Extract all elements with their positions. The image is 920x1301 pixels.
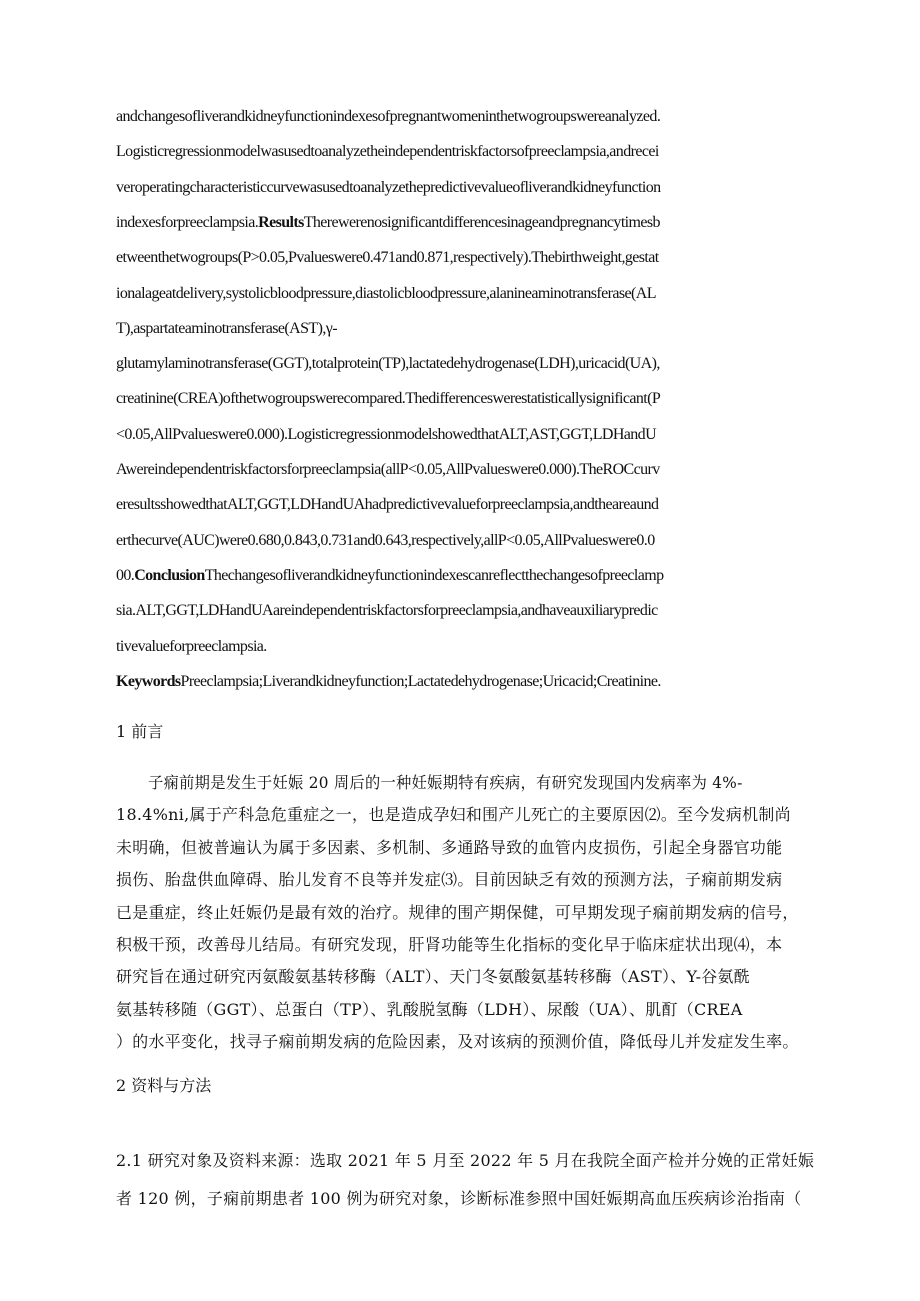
abstract-text: Logisticregressionmodelwasusedtoanalyzetheindependentriskfactorsofpreeclampsia,andrecei: [116, 143, 659, 161]
abstract-line: [116, 178, 814, 198]
abstract-line: [116, 107, 814, 127]
abstract-text: Therewerenosignificantdifferencesinageandpregnancytimesb: [303, 213, 660, 231]
abstract-text: eresultsshowedthatALT,GGT,LDHandUAhadpredictivevalueforpreeclampsia,andtheareaund: [116, 496, 659, 514]
abstract-line: [116, 637, 814, 657]
abstract-text: ionalageatdelivery,systolicbloodpressure,diastolicbloodpressure,alanineaminotransferase(AL: [116, 284, 656, 302]
introduction-line: 氨基转移随（GGT）、总蛋白（TP）、乳酸脱氢酶（LDH）、尿酸（UA）、肌酊（CREA: [116, 999, 743, 1019]
introduction-line: 研究旨在通过研究丙氨酸氨基转移酶（ALT）、天门冬氨酸氨基转移酶（AST）、Y-谷氨酰: [116, 967, 751, 987]
abstract-text: erthecurve(AUC)were0.680,0.843,0.731and0.643,respectively,allP<0.05,AllPvalueswere0.0: [116, 531, 655, 549]
introduction-line: 子痫前期是发生于妊娠 20 周后的一种妊娠期特有疾病，有研究发现国内发病率为 4%-: [148, 773, 743, 792]
abstract-text: T),aspartateaminotransferase(AST),γ-: [116, 319, 337, 337]
abstract-line: [116, 354, 814, 374]
abstract-line: [116, 248, 814, 268]
abstract-line: [116, 601, 814, 621]
abstract-text: andchangesofliverandkidneyfunctionindexesofpregnantwomeninthetwogroupswereanalyzed.: [116, 108, 661, 125]
introduction-line: ）的水平变化，找寻子痫前期发病的危险因素，及对该病的预测价值，降低母儿并发症发生率。: [116, 1032, 799, 1052]
abstract-label: Keywords: [116, 672, 181, 690]
introduction-line: 已是重症，终止妊娠仍是最有效的治疗。规律的围产期保健，可早期发现子痫前期发病的信号，: [116, 902, 799, 922]
abstract-label: Conclusion: [134, 566, 205, 584]
abstract-line: [116, 213, 814, 233]
introduction-line: 18.4%ni,属于产科急危重症之一，也是造成孕妇和围产儿死亡的主要原因⑵。至今发病机制尚: [116, 805, 791, 825]
abstract-text: 00.: [116, 566, 135, 584]
abstract-text: glutamylaminotransferase(GGT),totalprotein(TP),lactatedehydrogenase(LDH),uricacid(UA),: [116, 355, 660, 373]
methods-line: 2.1 研究对象及资料来源：选取 2021 年 5 月至 2022 年 5 月在我院全面产检并分娩的正常妊娠: [116, 1151, 815, 1170]
introduction-line: 损伤、胎盘供血障碍、胎儿发育不良等并发症⑶。目前因缺乏有效的预测方法，子痫前期发病: [116, 870, 783, 890]
abstract-text: Preeclampsia;Liverandkidneyfunction;Lactatedehydrogenase;Uricacid;Creatinine.: [180, 672, 661, 690]
abstract-line: [116, 389, 814, 409]
abstract-text: veroperatingcharacteristiccurvewasusedtoanalyzethepredictivevalueofliverandkidneyfunction: [116, 178, 661, 196]
abstract-line: [116, 495, 814, 515]
section-heading-introduction: 1 前言: [116, 722, 164, 741]
methods-line: 者 120 例，子痫前期患者 100 例为研究对象，诊断标准参照中国妊娠期高血压疾病诊治指南（: [116, 1189, 802, 1208]
abstract-line: [116, 425, 814, 445]
abstract-line: [116, 672, 814, 692]
abstract-text: sia.ALT,GGT,LDHandUAareindependentriskfactorsforpreeclampsia,andhaveauxiliarypredic: [116, 602, 658, 620]
abstract-text: creatinine(CREA)ofthetwogroupswerecompared.Thedifferenceswerestatisticallysignificant(P: [116, 390, 661, 408]
abstract-text: Thechangesofliverandkidneyfunctionindexescanreflectthechangesofpreeclamp: [204, 566, 664, 584]
abstract-line: [116, 319, 814, 339]
abstract-line: [116, 284, 814, 304]
abstract-text: tivevalueforpreeclampsia.: [116, 637, 267, 655]
abstract-line: [116, 531, 814, 551]
abstract-line: [116, 566, 814, 586]
introduction-line: 积极干预，改善母儿结局。有研究发现，肝肾功能等生化指标的变化早于临床症状出现⑷，本: [116, 935, 783, 954]
abstract-text: Awereindependentriskfactorsforpreeclampsia(allP<0.05,AllPvalueswere0.000).TheROCcurv: [116, 461, 660, 478]
abstract-text: indexesforpreeclampsia.: [116, 213, 259, 231]
abstract-label: Results: [258, 213, 304, 231]
section-heading-methods: 2 资料与方法: [116, 1076, 212, 1095]
introduction-line: 未明确，但被普遍认为属于多因素、多机制、多通路导致的血管内皮损伤，引起全身器官功能: [116, 837, 783, 857]
abstract-line: [116, 460, 814, 480]
abstract-text: <0.05,AllPvalueswere0.000).LogisticregressionmodelshowedthatALT,AST,GGT,LDHandU: [116, 425, 657, 443]
abstract-line: [116, 142, 814, 162]
abstract-text: etweenthetwogroups(P>0.05,Pvalueswere0.471and0.871,respectively).Thebirthweight,gestat: [116, 249, 659, 267]
